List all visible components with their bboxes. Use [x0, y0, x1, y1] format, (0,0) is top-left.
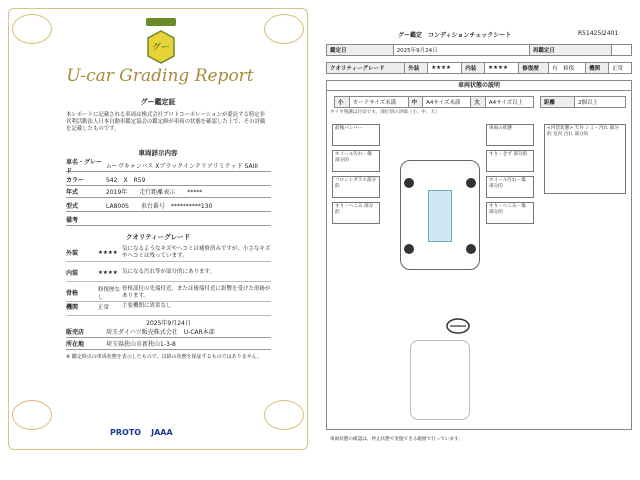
quality-row: 機関 正常 主要機関に異常なし [66, 298, 271, 316]
vehicle-row: 備考 [66, 214, 271, 226]
steering-wheel-icon [446, 318, 470, 334]
intro-text: 本レポートに記載される車両は株式会社プロトコーポレーションが委託する特定非営利活動法人日本自動車鑑定協会の鑑定師が車両の状態を確認した上で、その評価を記載したものです。 [66, 112, 266, 132]
scale-large: 大 [471, 97, 486, 108]
condition-box: すり・へこみ・傷 部分的 [486, 202, 534, 224]
date-label: 鑑定日 [327, 45, 394, 56]
goo-seal-icon [146, 30, 176, 64]
quality-section-title: クオリティーグレード [125, 233, 191, 241]
vehicle-row: 年式 2019年 走行距離表示 ***** [66, 186, 271, 198]
logo-group [110, 428, 173, 437]
quality-row: 外装 ★★★★ 気になるようなキズやヘコミは補修済みですが、小さなキズやヘコミは残っています。 [66, 244, 271, 262]
interior-notes: <内装状態> 天井 シミ・汚れ 部分的 室内 汚れ 部分的 [544, 124, 626, 194]
vehicle-row: 車名・グレード ムーヴキャンバス Xブラックインテリアリミテッド SAIII [66, 160, 271, 172]
footer-note: 車両状態の確認は、停止状態で実施できる範囲で行っています。 [330, 437, 463, 442]
condition-box: ホイール汚れ・傷 部分的 [332, 150, 380, 172]
condition-box: ホイール汚れ・傷 部分的 [486, 176, 534, 198]
wheel-icon [466, 244, 476, 254]
repair-value: 有 修復 [549, 63, 586, 74]
ornament-bottom-left [12, 400, 52, 430]
report-date: 2025年9月24日 [146, 319, 191, 327]
condition-box: 前後バンパー [332, 124, 380, 146]
condition-box: フロントガラス部分的 [332, 176, 380, 198]
dealer-row: 販売店 埼玉ダイハツ販売株式会社 U-CAR本部 [66, 326, 271, 338]
distance-label: 距離 [541, 97, 575, 108]
ornament-top-right [264, 14, 304, 44]
scale-mid-desc: A4サイズ未満 [423, 97, 471, 108]
cert-title: グー鑑定証 [140, 98, 176, 106]
address-row: 所在地 埼玉県狭山市新狭山1-3-8 [66, 338, 271, 350]
ornament-top-left [12, 14, 52, 44]
sheet-heading: グー鑑定 コンディションチェックシート [398, 32, 512, 39]
wheel-icon [466, 178, 476, 188]
grade-label: クオリティーグレード [327, 63, 405, 74]
ornament-bottom-right [264, 400, 304, 430]
svg-text:グー: グー [151, 43, 171, 53]
condition-box: すり・きず 部分的 [486, 150, 534, 172]
repair-label: 修復歴 [519, 63, 549, 74]
checker-label: 再鑑定日 [529, 45, 611, 56]
car-glass [428, 190, 452, 242]
proto-logo: PROTO [110, 428, 142, 437]
scale-table [334, 96, 534, 108]
distance-table [540, 96, 626, 108]
ext-label: 外装 [405, 63, 428, 74]
scale-mid: 中 [408, 97, 423, 108]
date-value: 2025年9月24日 [393, 45, 529, 56]
scale-small: 小 [335, 97, 350, 108]
grade-table [326, 62, 632, 74]
grading-report-panel [0, 0, 316, 480]
ext-stars: ★★★★ [428, 63, 462, 74]
wheel-icon [404, 244, 414, 254]
distance-value: 2個以上 [575, 97, 626, 108]
scale-small-desc: カードサイズ未満 [349, 97, 408, 108]
engine-value: 正常 [609, 63, 632, 74]
vehicle-row: カラー S42 X R59 [66, 174, 271, 186]
quality-row: 骨格 修復歴なし 骨格部位の先端付近、または後端付近に影響を受けた形跡があります。 [66, 285, 271, 301]
seal-ribbon [146, 18, 176, 26]
date-table [326, 44, 632, 56]
legend-note: タイヤ残溝は目安です。部位別の評価（小、中、大） [330, 110, 440, 115]
scale-large-desc: A4サイズ以上 [485, 97, 533, 108]
report-title: U-car Grading Report [66, 66, 254, 86]
quality-row: 内装 ★★★★ 気になる汚れ等が部分的にあります。 [66, 264, 271, 282]
vehicle-row: 型式 LA800S 車台番号 **********130 [66, 200, 271, 212]
checker-value [612, 45, 632, 56]
int-label: 内装 [462, 63, 485, 74]
sheet-id: R51425I2401 [578, 30, 619, 37]
condition-box: 車両の状態 [486, 124, 534, 146]
int-stars: ★★★★ [485, 63, 519, 74]
engine-label: 機関 [586, 63, 609, 74]
interior-diagram [410, 340, 470, 420]
panel-title: 車両状態の説明 [326, 80, 632, 91]
jaaa-logo: JAAA [151, 428, 173, 437]
notes-text: ※ 鑑定時点の車両状態を表示したもので、以降の状態を保証するものではありません。 [66, 354, 262, 360]
vehicle-section-title: 車両詳示内容 [138, 149, 178, 157]
wheel-icon [404, 178, 414, 188]
condition-box: すり・へこみ 部分的 [332, 202, 380, 224]
